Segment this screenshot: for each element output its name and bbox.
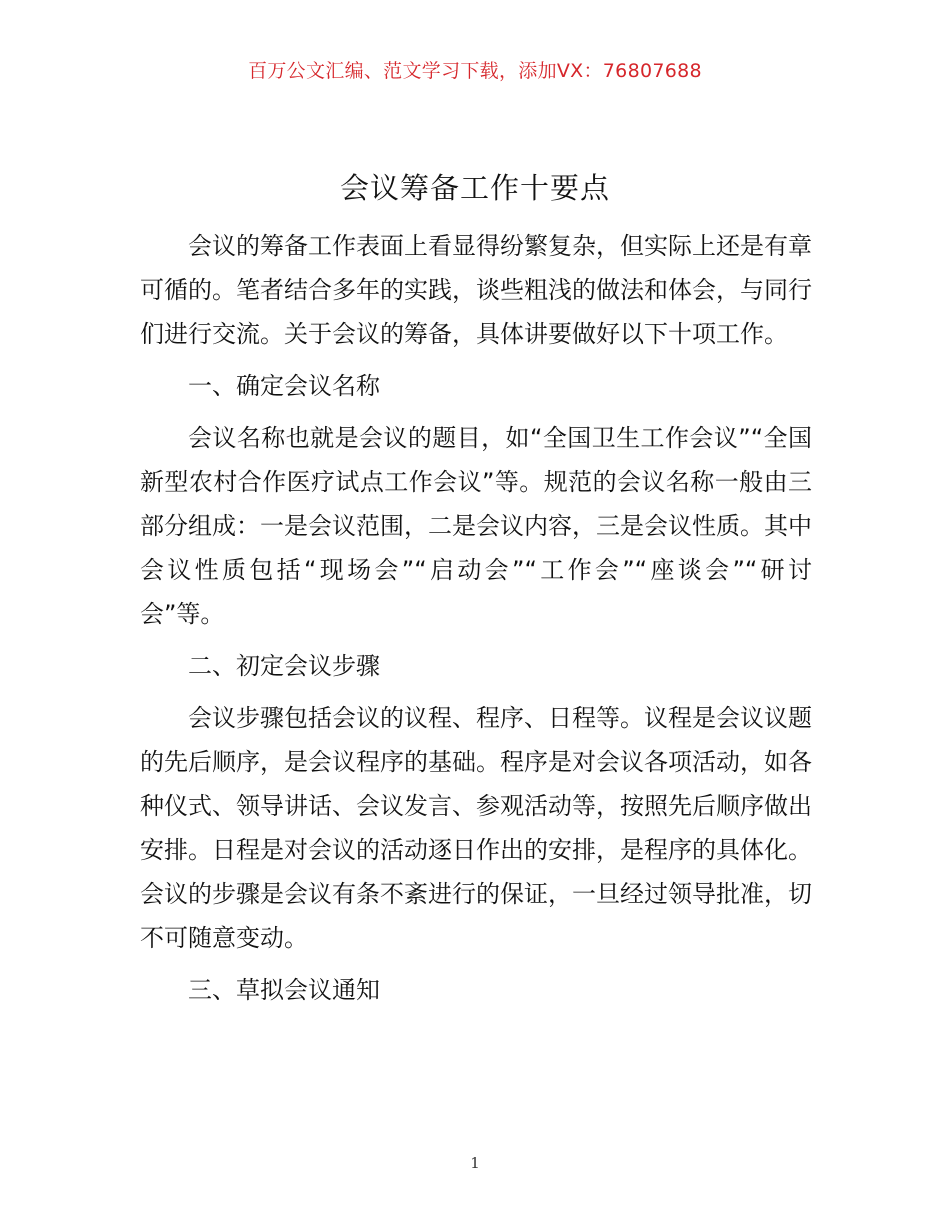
section-heading-2: 二、初定会议步骤 xyxy=(188,652,380,680)
document-body xyxy=(140,224,812,1020)
page-number: 1 xyxy=(470,1154,480,1172)
section-paragraph-1: 会议名称也就是会议的题目，如“全国卫生工作会议”“全国新型农村合作医疗试点工作会议”等。规范的会议名称一般由三部分组成：一是会议范围，二是会议内容，三是会议性质。其中会议性质包括“现场会”“启动会”“工作会”“座谈会”“研讨会”等。 xyxy=(140,424,812,628)
section-heading-3: 三、草拟会议通知 xyxy=(188,976,380,1004)
intro-paragraph: 会议的筹备工作表面上看显得纷繁复杂，但实际上还是有章可循的。笔者结合多年的实践，谈些粗浅的做法和体会，与同行们进行交流。关于会议的筹备，具体讲要做好以下十项工作。 xyxy=(140,232,812,348)
section-paragraph-2: 会议步骤包括会议的议程、程序、日程等。议程是会议议题的先后顺序，是会议程序的基础。程序是对会议各项活动，如各种仪式、领导讲话、会议发言、参观活动等，按照先后顺序做出安排。日程是对会议的活动逐日作出的安排，是程序的具体化。会议的步骤是会议有条不紊进行的保证，一旦经过领导批准，切不可随意变动。 xyxy=(140,704,812,952)
document-title: 会议筹备工作十要点 xyxy=(339,171,610,205)
section-heading-1: 一、确定会议名称 xyxy=(188,372,380,400)
header-banner: 百万公文汇编、范文学习下载，添加VX：76807688 xyxy=(248,60,702,82)
